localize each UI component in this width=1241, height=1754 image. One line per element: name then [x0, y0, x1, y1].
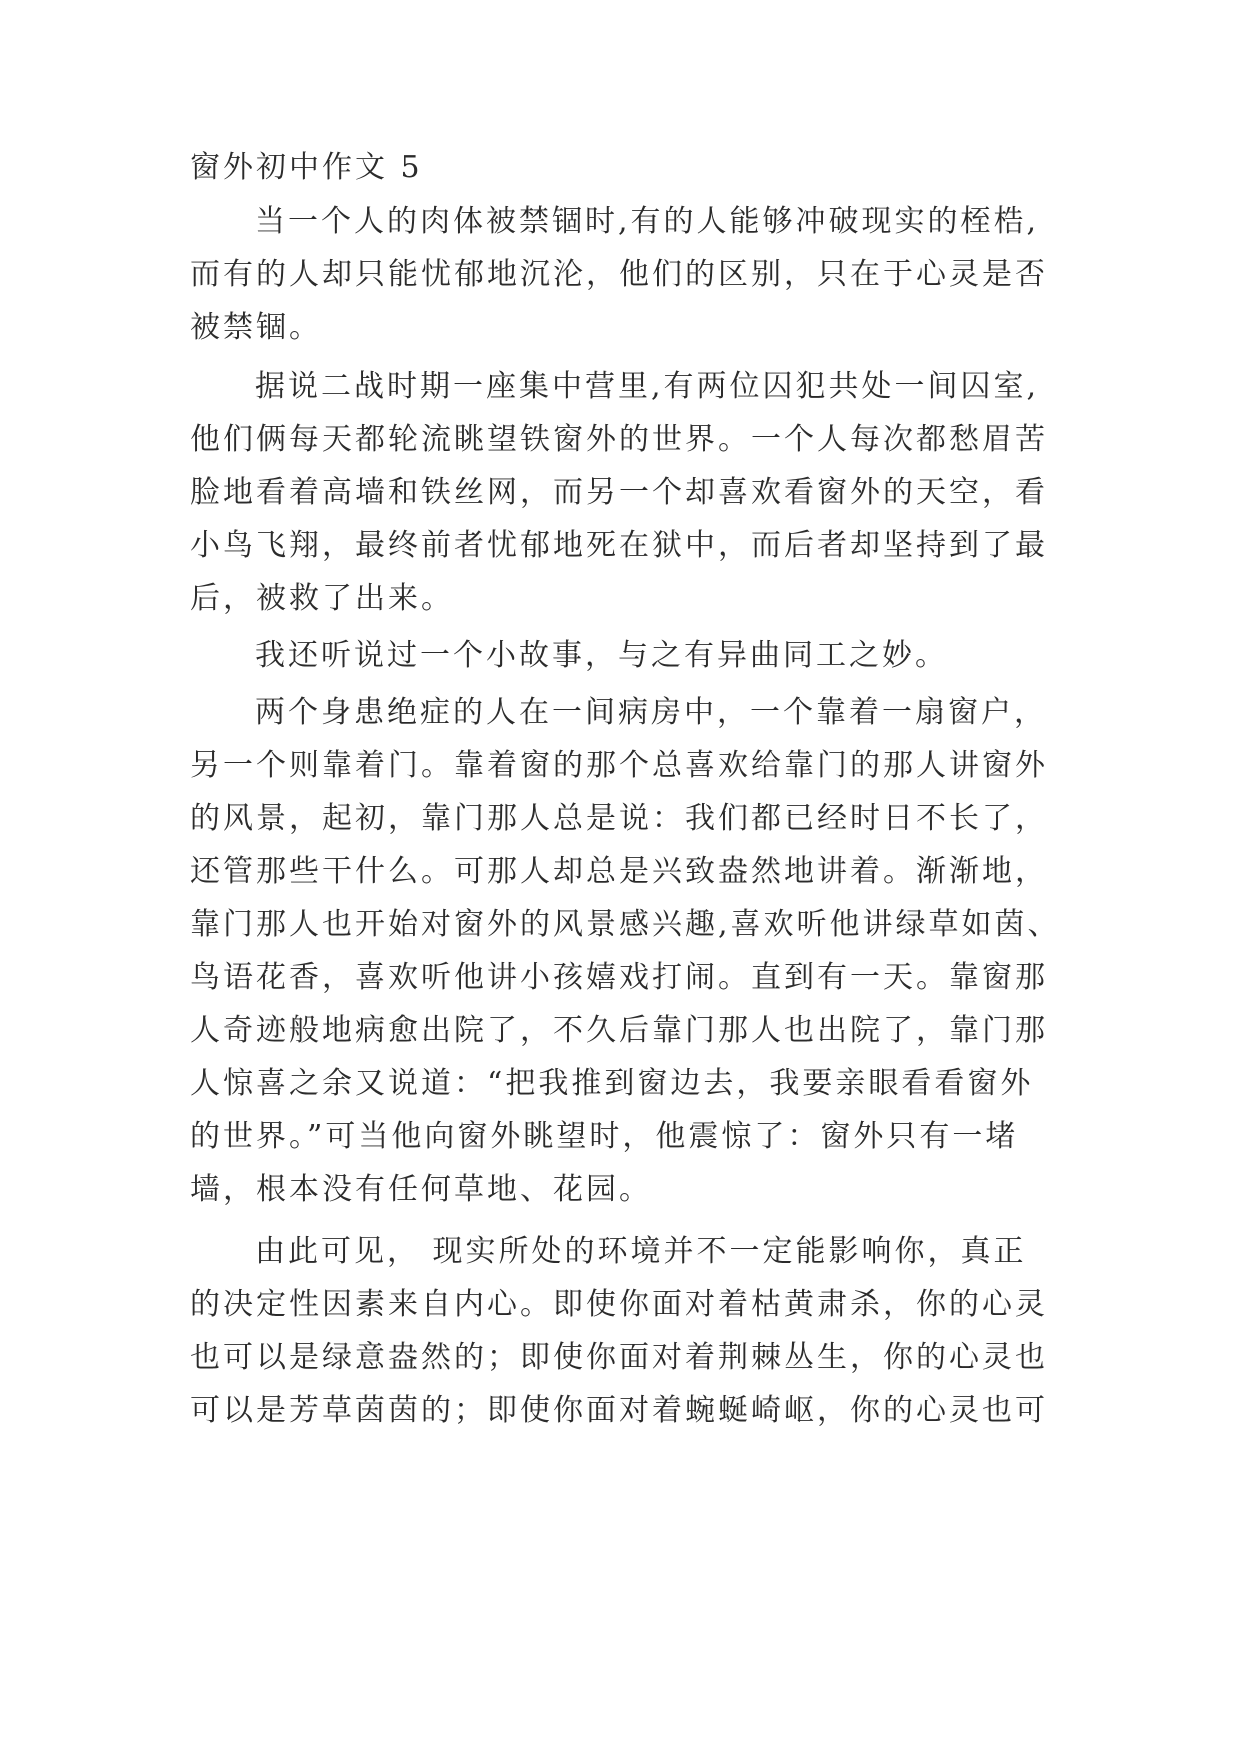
paragraph-line: 可以是芳草茵茵的；即使你面对着蜿蜒崎岖，你的心灵也可 — [190, 1393, 1048, 1428]
paragraph-line: 另一个则靠着门。靠着窗的那个总喜欢给靠门的那人讲窗外 — [190, 748, 1048, 783]
paragraph-line: 由此可见， 现实所处的环境并不一定能影响你，真正 — [255, 1234, 1027, 1269]
paragraph-line: 也可以是绿意盎然的；即使你面对着荆棘丛生，你的心灵也 — [190, 1340, 1048, 1375]
paragraph-line: 人奇迹般地病愈出院了，不久后靠门那人也出院了，靠门那 — [190, 1013, 1048, 1048]
paragraph-line: 脸地看着高墙和铁丝网，而另一个却喜欢看窗外的天空，看 — [190, 475, 1048, 510]
paragraph-line: 两个身患绝症的人在一间病房中，一个靠着一扇窗户， — [255, 695, 1047, 730]
paragraph-line: 墙，根本没有任何草地、花园。 — [190, 1172, 652, 1207]
paragraph-line: 人惊喜之余又说道：“把我推到窗边去，我要亲眼看看窗外 — [190, 1066, 1034, 1101]
paragraph-line: 还管那些干什么。可那人却总是兴致盎然地讲着。渐渐地， — [190, 854, 1048, 889]
document-title: 窗外初中作文 5 — [190, 150, 423, 185]
paragraph-line: 当一个人的肉体被禁锢时,有的人能够冲破现实的桎梏, — [255, 204, 1040, 239]
paragraph-line: 我还听说过一个小故事，与之有异曲同工之妙。 — [255, 638, 948, 673]
paragraph-line: 据说二战时期一座集中营里,有两位囚犯共处一间囚室, — [255, 369, 1040, 404]
paragraph-line: 的风景，起初，靠门那人总是说：我们都已经时日不长了， — [190, 801, 1048, 836]
paragraph-line: 而有的人却只能忧郁地沉沦，他们的区别，只在于心灵是否 — [190, 257, 1048, 292]
paragraph-line: 后，被救了出来。 — [190, 581, 454, 616]
paragraph-line: 他们俩每天都轮流眺望铁窗外的世界。一个人每次都愁眉苦 — [190, 422, 1048, 457]
paragraph-line: 的决定性因素来自内心。即使你面对着枯黄肃杀，你的心灵 — [190, 1287, 1048, 1322]
paragraph-line: 的世界。”可当他向窗外眺望时，他震惊了：窗外只有一堵 — [190, 1119, 1019, 1154]
paragraph-line: 靠门那人也开始对窗外的风景感兴趣,喜欢听他讲绿草如茵、 — [190, 907, 1061, 942]
paragraph-line: 鸟语花香，喜欢听他讲小孩嬉戏打闹。直到有一天。靠窗那 — [190, 960, 1048, 995]
paragraph-line: 被禁锢。 — [190, 310, 322, 345]
paragraph-line: 小鸟飞翔，最终前者忧郁地死在狱中，而后者却坚持到了最 — [190, 528, 1048, 563]
